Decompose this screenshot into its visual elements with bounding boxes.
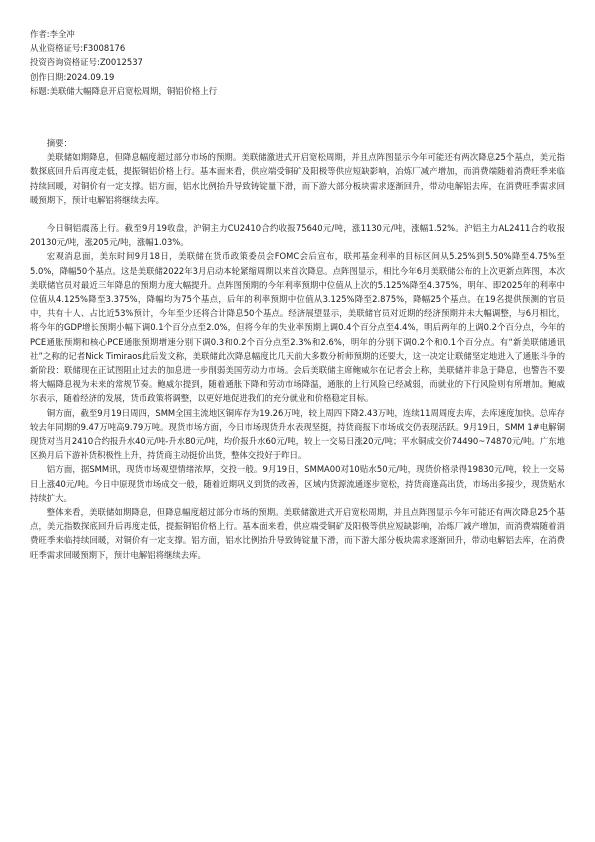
date-line: 创作日期:2024.09.19 xyxy=(30,71,115,82)
market-paragraph: 今日铜铝震荡上行。截至9月19收盘，沪铜主力CU2410合约收报75640元/吨，涨1130元/吨，涨幅1.52%。沪铝主力AL2411合约收报20130元/吨，涨205元/吨，涨幅1.03%。 xyxy=(30,223,565,248)
paragraph-gap xyxy=(30,207,565,221)
document-meta xyxy=(30,27,217,98)
summary-label: 摘要： xyxy=(46,138,72,148)
document-body xyxy=(30,136,565,562)
macro-paragraph: 宏观消息面，美东时间9月18日，美联储在货币政策委员会FOMC会后宣布，联邦基金利率的目标区间从5.25%到5.50%降至4.75%至5.0%，降幅50个基点。这是美联储2022年3月启动本轮紧缩周期以来首次降息。点阵图显示，相比今年6月美联储公布的上次更新点阵图，本次美联储官员对最近三年降息的预期力度大幅提升。点阵图预期的今年利率预期中位值从上次的5.125%降至4.375%，明年、即2025年的利率中位值从4.125%降至3.375%，降幅均为75个基点，后年的利率预期中位值从3.125%降至2.875%，降幅25个基点。在19名提供预测的官员中，共有十人、占比近53%预计，今年至少还将合计降息50个基点。经济展望显示，美联储官员对近期的经济预期并未大幅调整，与6月相比，将今年的GDP增长预期小幅下调0.1个百分点至2.0%，但将今年的失业率预期上调0.4个百分点至4.4%，明后两年的上调0.2个百分点，今年的PCE通胀预期和核心PCE通胀预期增速分别下调0.3和0.2个百分点至2.3%和2.6%，明年的分别下调0.2个和0.1个百分点。有“新美联储通讯社”之称的记者Nick Timiraos此后发文称，美联储此次降息幅度比几天前大多数分析师预期的还要大，这一决定让联储坚定地进入了通胀斗争的新阶段：联储现在正试图阻止过去的加息进一步削弱美国劳动力市场。会后美联储主席鲍威尔在记者会上称，美联储并非急于降息，也警告不要将大幅降息视为未来的常规节奏。鲍威尔提到，随着通胀下降和劳动市场降温，通胀的上行风险已经减弱，而就业的下行风险则有所增加。鲍威尔表示，随着经济的发展，货币政策将调整，以更好地促进我们的充分就业和价格稳定目标。 xyxy=(30,251,565,404)
author-line: 作者:李全冲 xyxy=(30,29,75,39)
aluminum-paragraph: 铝方面，据SMM讯，现货市场观望情绪浓厚，交投一般。9月19日，SMMA00对10贴水50元/吨，现货价格录得19830元/吨，较上一交易日上涨40元/吨。今日中原现货市场成交一般，随着近期巩义到货的改善，区域内货源流通逐步宽松，持货商逢高出货，市场出多接少，现货贴水持续扩大。 xyxy=(30,464,565,503)
copper-paragraph: 铜方面，截至9月19日周四，SMM全国主流地区铜库存为19.26万吨，较上周四下降2.43万吨，连续11周周度去库，去库速度加快。总库存较去年同期的9.47万吨高9.79万吨。现货市场方面，今日市场现货升水表现坚挺，持货商报下市场成交仍表现活跃。9月19日，SMM 1#电解铜现货对当月2410合约报升水40元/吨-升水80元/吨，均价报升水60元/吨，较上一交易日涨20元/吨；平水铜成交价74490~74870元/吨。广东地区换月后下游补货积极性上升，持货商主动挺价出货，整体交投好于昨日。 xyxy=(30,407,565,461)
advisor-license-line: 投资咨询资格证号:Z0012537 xyxy=(30,57,143,68)
license-line: 从业资格证号:F3008176 xyxy=(30,43,126,54)
title-line: 标题:美联储大幅降息开启宽松周期，铜铝价格上行 xyxy=(30,85,218,96)
summary-paragraph: 美联储如期降息，但降息幅度超过部分市场的预期。美联储激进式开启宽松周期，并且点阵图显示今年可能还有两次降息25个基点，美元指数探底回升后再度走低，提振铜铝价格上行。基本面来看，供应端受铜矿及阳极等供应短缺影响，冶炼厂减产增加，而消费端随着消费旺季来临持续回暖，对铜价有一定支撑。铝方面，铝水比例抬升导致铸锭量下滑，而下游大部分板块需求逐渐回升，带动电解铝去库，在消费旺季需求回暖预期下，预计电解铝将继续去库。 xyxy=(30,152,565,205)
conclusion-paragraph: 整体来看，美联储如期降息，但降息幅度超过部分市场的预期。美联储激进式开启宽松周期，并且点阵图显示今年可能还有两次降息25个基点，美元指数探底回升后再度走低，提振铜铝价格上行。基本面来看，供应端受铜矿及阳极等供应短缺影响，冶炼厂减产增加，而消费端随着消费旺季来临持续回暖，对铜价有一定支撑。铝方面，铝水比例抬升导致铸锭量下滑，而下游大部分板块需求逐渐回升，带动电解铝去库，在消费旺季需求回暖预期下，预计电解铝将继续去库。 xyxy=(30,507,565,560)
